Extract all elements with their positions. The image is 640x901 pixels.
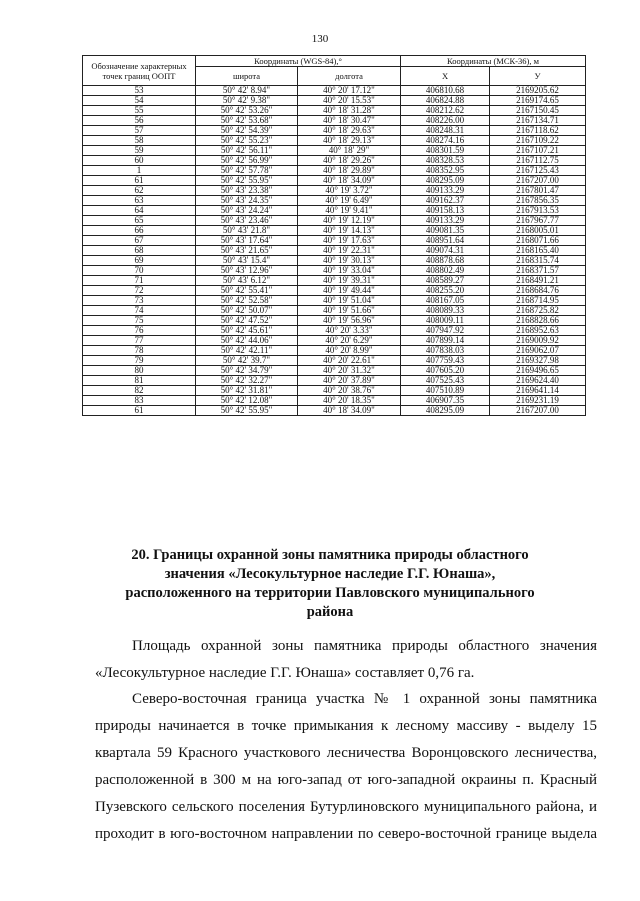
cell-longitude: 40° 19' 17.63" (298, 236, 401, 246)
cell-longitude: 40° 18' 34.09" (298, 176, 401, 186)
cell-y: 2168491.21 (490, 276, 586, 286)
table-row (83, 346, 586, 356)
cell-y: 2169327.98 (490, 356, 586, 366)
paragraph-line: квартала 59 Красного участкового лесничества Воронцовского лесничества, (95, 745, 597, 761)
cell-point-id: 65 (83, 216, 196, 226)
cell-x: 408274.16 (401, 136, 490, 146)
cell-x: 408951.64 (401, 236, 490, 246)
table-row (83, 126, 586, 136)
cell-longitude: 40° 20' 17.12" (298, 86, 401, 96)
cell-x: 409158.13 (401, 206, 490, 216)
table-row (83, 186, 586, 196)
paragraph-area (95, 633, 597, 687)
cell-latitude: 50° 42' 56.11" (196, 146, 298, 156)
cell-y: 2167967.77 (490, 216, 586, 226)
cell-y: 2168315.74 (490, 256, 586, 266)
cell-longitude: 40° 19' 39.31" (298, 276, 401, 286)
table-row (83, 366, 586, 376)
cell-longitude: 40° 19' 49.44" (298, 286, 401, 296)
cell-x: 408589.27 (401, 276, 490, 286)
cell-y: 2167125.43 (490, 166, 586, 176)
table-row (83, 116, 586, 126)
cell-latitude: 50° 42' 42.11" (196, 346, 298, 356)
cell-point-id: 73 (83, 296, 196, 306)
cell-point-id: 71 (83, 276, 196, 286)
cell-longitude: 40° 20' 31.32" (298, 366, 401, 376)
table-row (83, 86, 586, 96)
cell-y: 2167109.22 (490, 136, 586, 146)
cell-point-id: 83 (83, 396, 196, 406)
paragraph-line: Северо-восточная граница участка № 1 охранной зоны памятника (132, 691, 597, 707)
cell-longitude: 40° 18' 29.13" (298, 136, 401, 146)
cell-y: 2168071.66 (490, 236, 586, 246)
cell-point-id: 76 (83, 326, 196, 336)
cell-latitude: 50° 42' 12.08" (196, 396, 298, 406)
cell-latitude: 50° 42' 57.78" (196, 166, 298, 176)
cell-latitude: 50° 43' 21.65" (196, 246, 298, 256)
table-row (83, 306, 586, 316)
cell-x: 408009.11 (401, 316, 490, 326)
table-row (83, 226, 586, 236)
cell-y: 2168828.66 (490, 316, 586, 326)
table-row (83, 146, 586, 156)
cell-longitude: 40° 20' 8.99" (298, 346, 401, 356)
paragraph-line: расположенной в 300 м на юго-запад от юго-западной окраины п. Красный (95, 772, 597, 788)
header-msk36: Координаты (МСК-36), м (401, 56, 586, 67)
cell-latitude: 50° 42' 8.94" (196, 86, 298, 96)
coordinates-table (82, 55, 586, 416)
table-row (83, 326, 586, 336)
cell-longitude: 40° 19' 51.66" (298, 306, 401, 316)
cell-x: 409133.29 (401, 186, 490, 196)
cell-longitude: 40° 18' 30.47" (298, 116, 401, 126)
cell-latitude: 50° 42' 55.41" (196, 286, 298, 296)
header-wgs84: Координаты (WGS-84),° (196, 56, 401, 67)
cell-point-id: 59 (83, 146, 196, 156)
cell-x: 407838.03 (401, 346, 490, 356)
cell-x: 409074.31 (401, 246, 490, 256)
cell-x: 407525.43 (401, 376, 490, 386)
cell-latitude: 50° 42' 32.27" (196, 376, 298, 386)
cell-x: 406907.35 (401, 396, 490, 406)
cell-y: 2168714.95 (490, 296, 586, 306)
cell-longitude: 40° 19' 30.13" (298, 256, 401, 266)
section-title-line: расположенного на территории Павловского муниципального (125, 585, 535, 601)
paragraph-boundary (95, 686, 597, 848)
table-row (83, 336, 586, 346)
cell-latitude: 50° 43' 24.35" (196, 196, 298, 206)
table-row (83, 246, 586, 256)
cell-y: 2167112.75 (490, 156, 586, 166)
cell-x: 408295.09 (401, 406, 490, 416)
cell-point-id: 75 (83, 316, 196, 326)
cell-x: 406810.68 (401, 86, 490, 96)
cell-latitude: 50° 42' 52.58" (196, 296, 298, 306)
cell-latitude: 50° 42' 55.95" (196, 406, 298, 416)
table-row (83, 136, 586, 146)
cell-x: 407510.89 (401, 386, 490, 396)
cell-x: 408212.62 (401, 106, 490, 116)
cell-latitude: 50° 42' 9.38" (196, 96, 298, 106)
cell-longitude: 40° 19' 14.13" (298, 226, 401, 236)
cell-y: 2167913.53 (490, 206, 586, 216)
cell-point-id: 57 (83, 126, 196, 136)
cell-latitude: 50° 42' 39.7" (196, 356, 298, 366)
cell-point-id: 66 (83, 226, 196, 236)
cell-point-id: 62 (83, 186, 196, 196)
cell-y: 2169174.65 (490, 96, 586, 106)
table-row (83, 376, 586, 386)
cell-longitude: 40° 19' 56.96" (298, 316, 401, 326)
cell-point-id: 82 (83, 386, 196, 396)
cell-longitude: 40° 18' 29.26" (298, 156, 401, 166)
table-row (83, 286, 586, 296)
cell-x: 407947.92 (401, 326, 490, 336)
table-row (83, 256, 586, 266)
cell-y: 2167856.35 (490, 196, 586, 206)
cell-latitude: 50° 42' 54.39" (196, 126, 298, 136)
cell-latitude: 50° 42' 50.07" (196, 306, 298, 316)
cell-longitude: 40° 20' 22.61" (298, 356, 401, 366)
cell-y: 2168165.40 (490, 246, 586, 256)
cell-latitude: 50° 43' 15.4" (196, 256, 298, 266)
paragraph-line: «Лесокультурное наследие Г.Г. Юнаша» составляет 0,76 га. (95, 665, 475, 681)
cell-y: 2168005.01 (490, 226, 586, 236)
cell-x: 408167.05 (401, 296, 490, 306)
table-row (83, 316, 586, 326)
cell-latitude: 50° 42' 34.79" (196, 366, 298, 376)
cell-point-id: 61 (83, 176, 196, 186)
cell-latitude: 50° 42' 45.61" (196, 326, 298, 336)
cell-point-id: 60 (83, 156, 196, 166)
cell-y: 2169062.07 (490, 346, 586, 356)
cell-latitude: 50° 42' 55.23" (196, 136, 298, 146)
cell-latitude: 50° 42' 53.68" (196, 116, 298, 126)
cell-x: 407899.14 (401, 336, 490, 346)
cell-y: 2169231.19 (490, 396, 586, 406)
cell-latitude: 50° 42' 56.99" (196, 156, 298, 166)
cell-longitude: 40° 19' 51.04" (298, 296, 401, 306)
header-latitude: широта (196, 67, 298, 86)
cell-y: 2167207.00 (490, 176, 586, 186)
paragraph-line: природы начинается в точке примыкания к лесному массиву - выделу 15 (95, 718, 597, 734)
cell-latitude: 50° 42' 31.81" (196, 386, 298, 396)
table-row (83, 406, 586, 416)
cell-x: 406824.88 (401, 96, 490, 106)
cell-point-id: 53 (83, 86, 196, 96)
section-title (110, 546, 550, 622)
cell-x: 408878.68 (401, 256, 490, 266)
cell-y: 2167207.00 (490, 406, 586, 416)
cell-x: 407605.20 (401, 366, 490, 376)
cell-x: 409081.35 (401, 226, 490, 236)
cell-point-id: 1 (83, 166, 196, 176)
cell-point-id: 58 (83, 136, 196, 146)
cell-longitude: 40° 20' 3.33" (298, 326, 401, 336)
cell-point-id: 63 (83, 196, 196, 206)
table-row (83, 156, 586, 166)
cell-latitude: 50° 43' 6.12" (196, 276, 298, 286)
cell-x: 409133.29 (401, 216, 490, 226)
cell-latitude: 50° 42' 53.26" (196, 106, 298, 116)
cell-longitude: 40° 19' 33.04" (298, 266, 401, 276)
cell-longitude: 40° 18' 34.09" (298, 406, 401, 416)
cell-longitude: 40° 18' 29.63" (298, 126, 401, 136)
header-longitude: долгота (298, 67, 401, 86)
cell-point-id: 70 (83, 266, 196, 276)
header-y: У (490, 67, 586, 86)
cell-x: 408328.53 (401, 156, 490, 166)
table-row (83, 106, 586, 116)
cell-longitude: 40° 19' 22.31" (298, 246, 401, 256)
cell-point-id: 81 (83, 376, 196, 386)
cell-point-id: 72 (83, 286, 196, 296)
cell-x: 408248.31 (401, 126, 490, 136)
section-title-line: значения «Лесокультурное наследие Г.Г. Юнаша», (164, 566, 496, 582)
table-row (83, 176, 586, 186)
cell-longitude: 40° 19' 12.19" (298, 216, 401, 226)
cell-longitude: 40° 20' 38.76" (298, 386, 401, 396)
cell-point-id: 61 (83, 406, 196, 416)
cell-x: 408089.33 (401, 306, 490, 316)
section-title-line: 20. Границы охранной зоны памятника природы областного (131, 547, 529, 563)
cell-latitude: 50° 43' 23.46" (196, 216, 298, 226)
cell-y: 2169205.62 (490, 86, 586, 96)
cell-point-id: 80 (83, 366, 196, 376)
cell-point-id: 78 (83, 346, 196, 356)
cell-y: 2169641.14 (490, 386, 586, 396)
cell-y: 2167134.71 (490, 116, 586, 126)
cell-latitude: 50° 42' 55.95" (196, 176, 298, 186)
table-row (83, 276, 586, 286)
cell-x: 408301.59 (401, 146, 490, 156)
header-point-id: Обозначение характерных точек границ ООПТ (83, 56, 196, 86)
cell-y: 2169624.40 (490, 376, 586, 386)
page-number: 130 (311, 33, 329, 45)
cell-latitude: 50° 42' 47.52" (196, 316, 298, 326)
paragraph-line: Площадь охранной зоны памятника природы областного значения (132, 638, 597, 654)
cell-latitude: 50° 43' 24.24" (196, 206, 298, 216)
cell-longitude: 40° 20' 37.89" (298, 376, 401, 386)
cell-point-id: 64 (83, 206, 196, 216)
table-body (83, 86, 586, 416)
header-x: X (401, 67, 490, 86)
cell-longitude: 40° 19' 3.72" (298, 186, 401, 196)
cell-x: 408226.00 (401, 116, 490, 126)
cell-latitude: 50° 43' 17.64" (196, 236, 298, 246)
cell-longitude: 40° 19' 6.49" (298, 196, 401, 206)
paragraph-line: Пузевского сельского поселения Бутурлиновского муниципального района, и (95, 799, 597, 815)
table-row (83, 356, 586, 366)
cell-y: 2168371.57 (490, 266, 586, 276)
cell-point-id: 77 (83, 336, 196, 346)
table-row (83, 386, 586, 396)
cell-point-id: 55 (83, 106, 196, 116)
cell-y: 2168952.63 (490, 326, 586, 336)
cell-longitude: 40° 18' 29.89" (298, 166, 401, 176)
cell-y: 2167150.45 (490, 106, 586, 116)
cell-y: 2167118.62 (490, 126, 586, 136)
cell-longitude: 40° 20' 15.53" (298, 96, 401, 106)
cell-y: 2167107.21 (490, 146, 586, 156)
cell-latitude: 50° 43' 23.38" (196, 186, 298, 196)
cell-point-id: 67 (83, 236, 196, 246)
cell-x: 409162.37 (401, 196, 490, 206)
cell-point-id: 74 (83, 306, 196, 316)
cell-latitude: 50° 43' 12.96" (196, 266, 298, 276)
cell-x: 408255.20 (401, 286, 490, 296)
table-row (83, 216, 586, 226)
cell-latitude: 50° 43' 21.8" (196, 226, 298, 236)
cell-x: 408802.49 (401, 266, 490, 276)
cell-x: 408295.09 (401, 176, 490, 186)
cell-point-id: 79 (83, 356, 196, 366)
table-row (83, 236, 586, 246)
cell-point-id: 68 (83, 246, 196, 256)
table-row (83, 166, 586, 176)
cell-point-id: 69 (83, 256, 196, 266)
cell-longitude: 40° 18' 31.28" (298, 106, 401, 116)
cell-x: 407759.43 (401, 356, 490, 366)
cell-longitude: 40° 18' 29" (298, 146, 401, 156)
cell-latitude: 50° 42' 44.06" (196, 336, 298, 346)
cell-y: 2168684.76 (490, 286, 586, 296)
table-row (83, 296, 586, 306)
cell-y: 2169009.92 (490, 336, 586, 346)
table-row (83, 396, 586, 406)
cell-point-id: 56 (83, 116, 196, 126)
cell-x: 408352.95 (401, 166, 490, 176)
table-row (83, 266, 586, 276)
cell-point-id: 54 (83, 96, 196, 106)
table-row (83, 196, 586, 206)
cell-y: 2169496.65 (490, 366, 586, 376)
section-title-line: района (306, 604, 354, 620)
paragraph-line: проходит в юго-восточном направлении по северо-восточной границе выдела (95, 826, 597, 842)
cell-y: 2168725.82 (490, 306, 586, 316)
cell-longitude: 40° 20' 6.29" (298, 336, 401, 346)
cell-longitude: 40° 19' 9.41" (298, 206, 401, 216)
table-row (83, 96, 586, 106)
table-row (83, 206, 586, 216)
cell-y: 2167801.47 (490, 186, 586, 196)
cell-longitude: 40° 20' 18.35" (298, 396, 401, 406)
